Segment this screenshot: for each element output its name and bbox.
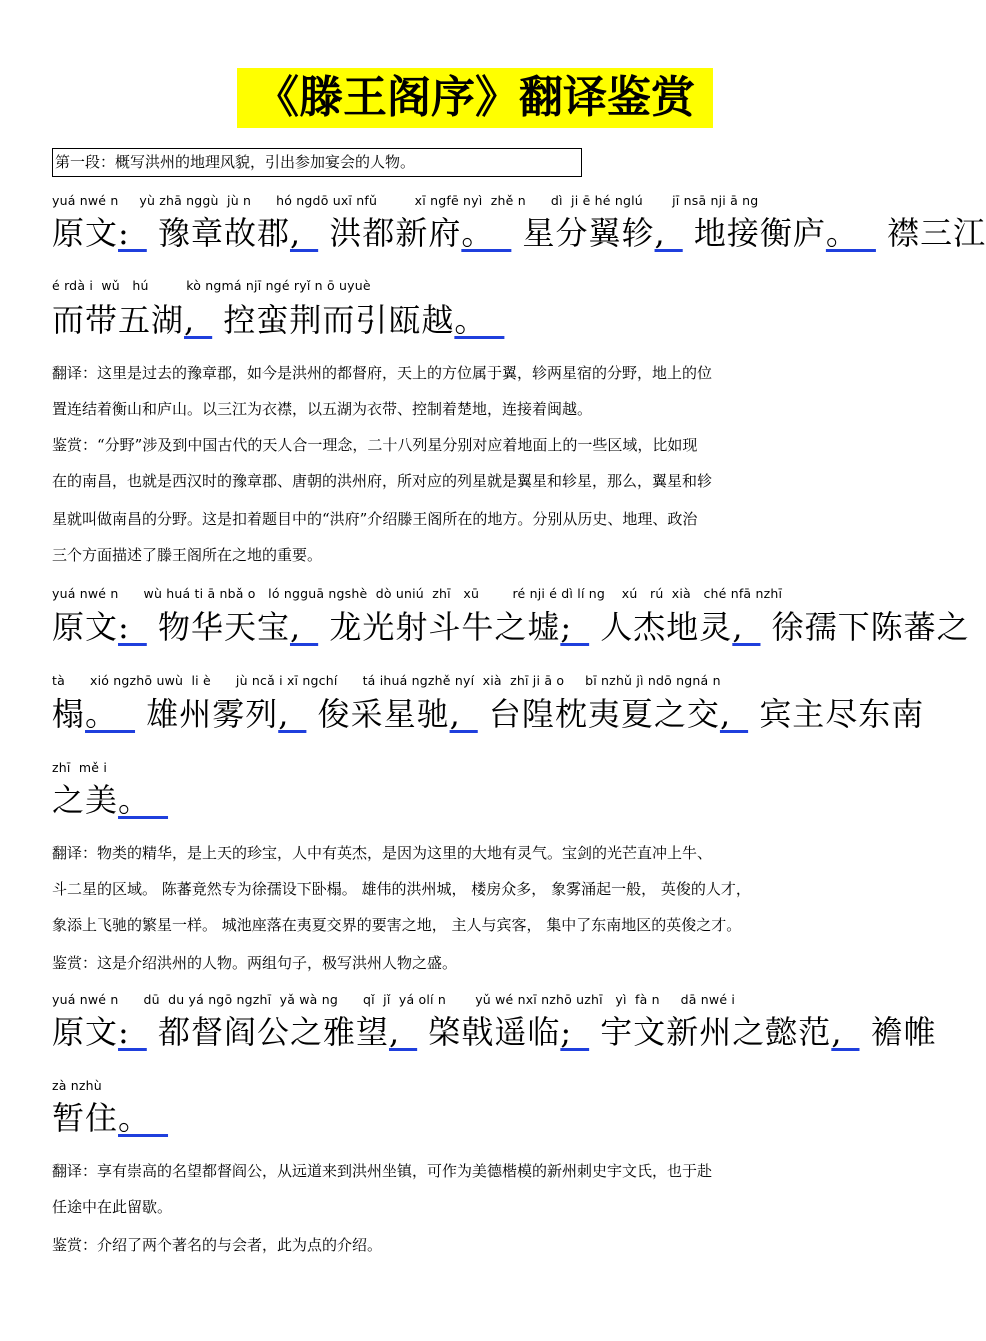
original-text-line [52, 1093, 902, 1139]
pinyin-line: tà xió ngzhō uwù li è jù ncǎ i xī ngchí tá ihuá ngzhě nyí xià zhī ji ā o bī nzhǔ jì ndō ngná n [52, 673, 721, 688]
punctuation-mark: , [184, 301, 213, 339]
phrase: 棨戟遥临; [428, 1013, 590, 1051]
punctuation-mark: : [118, 1013, 147, 1051]
punctuation-mark: : [118, 214, 147, 252]
punctuation-mark: , [388, 1013, 418, 1051]
punctuation-mark: , [654, 214, 683, 252]
phrase: 洪都新府。 [329, 214, 512, 252]
original-text-line [52, 689, 925, 735]
phrase: 宇文新州之懿范, [600, 1013, 860, 1051]
original-text-line [52, 208, 986, 254]
pinyin-line: yuá nwé n yù zhā nggù jù n hó ngdō uxī nfǔ xī ngfē nyì zhě n dì ji ē hé nglú jī nsā nji ā ng [52, 193, 759, 208]
phrase: 豫章故郡, [157, 214, 319, 252]
appreciation-text: 星就叫做南昌的分野。这是扣着题目中的“洪府”介绍滕王阁所在的地方。分别从历史、地理、政治 [52, 510, 698, 528]
phrase: 龙光射斗牛之墟; [329, 608, 590, 646]
pinyin-line: zhī mě i [52, 760, 108, 775]
phrase: 台隍枕夷夏之交, [488, 695, 749, 733]
appreciation-text: 鉴赏：“分野”涉及到中国古代的天人合一理念，二十八列星分别对应着地面上的一些区域，比如现 [52, 436, 698, 454]
page-title: 《滕王阁序》翻译鉴赏 [237, 68, 713, 128]
phrase: 榻。 [52, 695, 136, 733]
original-label: 原文: [52, 1013, 147, 1051]
phrase: 俊采星驰, [317, 695, 478, 733]
pinyin-line: zà nzhù [52, 1078, 102, 1093]
punctuation-mark: 。 [85, 695, 136, 733]
punctuation-mark: , [449, 695, 478, 733]
phrase: 地接衡庐。 [693, 214, 876, 252]
punctuation-mark: ; [560, 1013, 590, 1051]
punctuation-mark: , [719, 695, 749, 733]
phrase: 雄州雾列, [146, 695, 307, 733]
phrase: 都督阎公之雅望, [157, 1013, 418, 1051]
punctuation-mark: 。 [825, 214, 876, 252]
original-text-line [52, 295, 902, 341]
phrase: 徐孺下陈蕃之 [771, 608, 970, 646]
punctuation-mark: 。 [454, 301, 505, 339]
original-text-line [52, 775, 902, 821]
translation-text: 斗二星的区域。 陈蕃竟然专为徐孺设下卧榻。 雄伟的洪州城， 楼房众多， 象雾涌起一般， 英俊的人才， [52, 880, 751, 898]
original-label: 原文: [52, 608, 147, 646]
phrase: 襜帷 [870, 1013, 937, 1051]
punctuation-mark: 。 [118, 1099, 169, 1137]
phrase: 暂住。 [52, 1099, 169, 1137]
original-text-line [52, 1007, 937, 1053]
phrase: 而带五湖, [52, 301, 213, 339]
punctuation-mark: : [118, 608, 147, 646]
punctuation-mark: , [289, 214, 319, 252]
punctuation-mark: 。 [461, 214, 512, 252]
phrase: 人杰地灵, [600, 608, 761, 646]
pinyin-line: yuá nwé n dū du yá ngō ngzhī yǎ wà ng qǐ jǐ yá olí n yǔ wé nxī nzhō uzhī yì fà n dā nwé i [52, 992, 736, 1007]
appreciation-text: 在的南昌，也就是西汉时的豫章郡、唐朝的洪州府，所对应的列星就是翼星和轸星，那么，翼星和轸 [52, 472, 713, 490]
punctuation-mark: , [732, 608, 761, 646]
phrase: 控蛮荆而引瓯越。 [223, 301, 505, 339]
appreciation-text: 鉴赏：这是介绍洪州的人物。两组句子，极写洪州人物之盛。 [52, 954, 458, 972]
punctuation-mark: 。 [118, 781, 169, 819]
original-text-line [52, 602, 970, 648]
phrase: 之美。 [52, 781, 169, 819]
translation-text: 翻译：这里是过去的豫章郡，如今是洪州的都督府，天上的方位属于翼，轸两星宿的分野，地上的位 [52, 364, 713, 382]
translation-text: 翻译：享有崇高的名望都督阎公，从远道来到洪州坐镇，可作为美德楷模的新州刺史宇文氏，也于赴 [52, 1162, 713, 1180]
punctuation-mark: ; [560, 608, 590, 646]
pinyin-line: é rdà i wǔ hú kò ngmá njī ngé ryǐ n ō uyuè [52, 278, 371, 293]
appreciation-text: 鉴赏：介绍了两个著名的与会者，此为点的介绍。 [52, 1236, 383, 1254]
pinyin-line: yuá nwé n wù huá ti ā nbǎ o ló ngguā ngshè dò uniú zhī xū ré nji é dì lí ng xú rú xià ché nfā nzhī [52, 586, 783, 601]
translation-text: 象添上飞驰的繁星一样。 城池座落在夷夏交界的要害之地， 主人与宾客， 集中了东南地区的英俊之才。 [52, 916, 742, 934]
phrase: 星分翼轸, [522, 214, 683, 252]
translation-text: 任途中在此留歇。 [52, 1198, 173, 1216]
punctuation-mark: , [289, 608, 319, 646]
section-heading: 第一段：概写洪州的地理风貌，引出参加宴会的人物。 [52, 148, 582, 177]
punctuation-mark: , [278, 695, 307, 733]
appreciation-text: 三个方面描述了滕王阁所在之地的重要。 [52, 546, 323, 564]
translation-text: 翻译：物类的精华，是上天的珍宝，人中有英杰，是因为这里的大地有灵气。宝剑的光芒直冲上牛、 [52, 844, 713, 862]
translation-text: 置连结着衡山和庐山。以三江为衣襟，以五湖为衣带、控制着楚地，连接着闽越。 [52, 400, 593, 418]
punctuation-mark: , [831, 1013, 860, 1051]
phrase: 物华天宝, [157, 608, 319, 646]
phrase: 宾主尽东南 [759, 695, 925, 733]
phrase: 襟三江 [887, 214, 986, 252]
original-label: 原文: [52, 214, 147, 252]
